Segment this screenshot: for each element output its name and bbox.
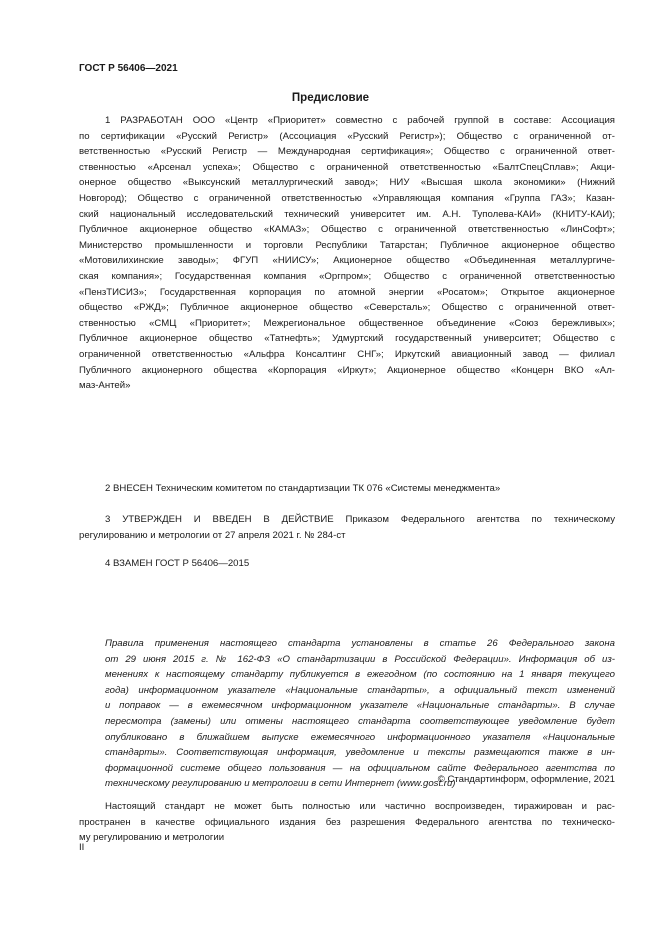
note-line: опубликовано в ближайшем выпуске ежемесячного информационного указателя «Национальные	[105, 731, 615, 743]
text-line: общество «РЖД»; Публичное акционерное общество «Северсталь»; Общество с ограниченной ответ-	[79, 302, 615, 314]
application-rules-note	[79, 636, 615, 792]
note-line: и поправок — в ежемесячном информационном указателе «Национальные стандарты». В случае	[105, 700, 615, 712]
text-line: ограниченной ответственностью «Альфра Консалтинг СНГ»; Иркутский авиационный завод — филиал	[79, 348, 615, 360]
text-line: 4 ВЗАМЕН ГОСТ Р 56406—2015	[105, 558, 250, 569]
section-4-replaces	[79, 556, 615, 572]
text-line: Новгород); Общество с ограниченной ответственностью «Управляющая компания «Группа ГАЗ»; Казан-	[79, 192, 615, 204]
text-line: ветственностью «Русский Регистр — Международная сертификация»; Общество с ограниченной ответ-	[79, 146, 615, 158]
note-line: стандарты». Соответствующая информация, уведомление и тексты размещаются также в ин-	[105, 747, 615, 759]
text-line: му регулированию и метрологии	[79, 832, 225, 844]
text-line: ственностью «Арсенал успеха»; Общество с ограниченной ответственностью «БалтСпецСплав»; Акци-	[79, 161, 615, 173]
text-line: 2 ВНЕСЕН Техническим комитетом по стандартизации ТК 076 «Системы менеджмента»	[105, 483, 501, 494]
note-line: года) информационном указателе «Национальные стандарты», а официальный текст изменений	[105, 684, 615, 696]
text-line: ская компания»; Государственная компания «Оргпром»; Общество с ограниченной ответственностью	[79, 270, 615, 282]
note-line: менениях к настоящему стандарту публикуется в ежегодном (по состоянию на 1 января текущего	[105, 669, 615, 681]
text-line: пространен в качестве официального издания без разрешения Федерального агентства по техническо-	[79, 816, 615, 828]
reproduction-rights	[79, 799, 615, 846]
text-line: Публичного акционерного общества «Корпорация «Иркут»; Акционерное общество «Концерн ВКО «Ал-	[79, 364, 615, 376]
note-line: техническому регулированию и метрологии в сети Интернет (www.gost.ru)	[105, 778, 456, 790]
copyright-notice: © Стандартинформ, оформление, 2021	[437, 774, 615, 785]
section-2-submitted	[79, 481, 615, 497]
text-line: «ПензТИСИЗ»; Государственная корпорация по атомной энергии «Росатом»; Открытое акционерное	[79, 286, 615, 298]
note-line: формационной системе общего пользования — на официальном сайте Федерального агентства по	[105, 762, 615, 774]
section-1-developers	[79, 113, 615, 394]
page-number: II	[79, 842, 85, 853]
text-line: 3 УТВЕРЖДЕН И ВВЕДЕН В ДЕЙСТВИЕ Приказом Федерального агентства по техническому	[105, 514, 615, 525]
text-line: ственностью «СМЦ «Приоритет»; Межрегиональное общественное объединение «Союз бережливых»;	[79, 317, 615, 329]
note-line: Правила применения настоящего стандарта установлены в статье 26 Федерального закона	[105, 638, 615, 649]
text-line: маз-Антей»	[79, 380, 131, 392]
page-title: Предисловие	[291, 92, 370, 104]
text-line: Публичное акционерное общество «Татнефть»; Удмуртский государственный университет; Общество с	[79, 333, 615, 345]
note-line: пересмотра (замены) или отмены настоящего стандарта соответствующее уведомление будет	[105, 715, 615, 727]
text-line: Публичное акционерное общество «КАМАЗ»; Общество с ограниченной ответственностью «ЛинСофт»;	[79, 224, 615, 236]
note-line: от 29 июня 2015 г. № 162-ФЗ «О стандартизации в Российской Федерации». Информация об из-	[105, 653, 615, 665]
text-line: Министерство промышленности и торговли Республики Татарстан; Публичное акционерное общество	[79, 239, 615, 251]
text-line: 1 РАЗРАБОТАН ООО «Центр «Приоритет» совместно с рабочей группой в составе: Ассоциация	[105, 115, 615, 126]
text-line: онерное общество «Выксунский металлургический завод»; НИУ «Высшая школа экономики» (Нижний	[79, 177, 615, 189]
doc-code: ГОСТ Р 56406—2021	[79, 63, 178, 74]
text-line: регулированию и метрологии от 27 апреля 2021 г. № 284-ст	[79, 529, 346, 541]
text-line: «Мотовилихинские заводы»; ФГУП «НИИСУ»; Акционерное общество «Объединенная металлургиче-	[79, 255, 615, 267]
text-line: Настоящий стандарт не может быть полностью или частично воспроизведен, тиражирован и рас-	[105, 801, 615, 812]
section-3-approved	[79, 512, 615, 543]
text-line: ский национальный исследовательский технический университет им. А.Н. Туполева-КАИ» (КНИТУ-КАИ);	[79, 208, 615, 220]
text-line: по сертификации «Русский Регистр» (Ассоциация «Русский Регистр»); Общество с ограниченной от-	[79, 130, 615, 142]
